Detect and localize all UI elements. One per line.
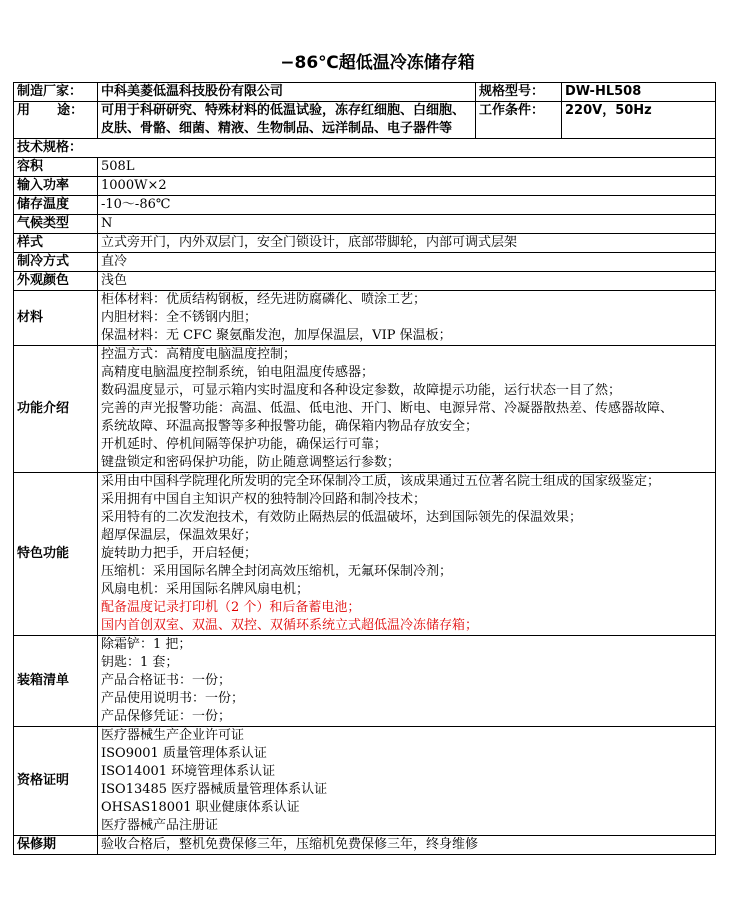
functions-line: 数码温度显示，可显示箱内实时温度和各种设定参数，故障提示功能，运行状态一目了然； [101, 383, 622, 398]
spec-label: 外观颜色 [14, 272, 98, 291]
spec-section-label: 技术规格： [14, 139, 716, 158]
spec-row [14, 272, 716, 291]
packing-line: 产品使用说明书：一份； [101, 691, 245, 706]
materials-value [98, 291, 716, 346]
features-line: 压缩机：采用国际名牌全封闭高效压缩机，无氟环保制冷剂； [101, 564, 453, 579]
purpose-label: 用 途： [14, 102, 98, 139]
spec-value: 直冷 [98, 253, 716, 272]
functions-value [98, 346, 716, 473]
features-line: 旋转助力把手，开启轻便； [101, 546, 258, 561]
spec-value: 1000W×2 [98, 177, 716, 196]
spec-row [14, 196, 716, 215]
warranty-value: 验收合格后，整机免费保修三年，压缩机免费保修三年，终身维修 [98, 836, 716, 855]
spec-label: 样式 [14, 234, 98, 253]
features-value [98, 473, 716, 636]
features-line: 风扇电机：采用国际名牌风扇电机； [101, 582, 310, 597]
spec-label: 气候类型 [14, 215, 98, 234]
spec-row [14, 234, 716, 253]
packing-row [14, 636, 716, 727]
functions-line: 系统故障、环温高报警等多种报警功能，确保箱内物品存放安全； [101, 419, 479, 434]
spec-section-row [14, 139, 716, 158]
certs-row [14, 727, 716, 836]
features-label: 特色功能 [14, 473, 98, 636]
materials-line: 内胆材料：全不锈钢内胆； [101, 310, 258, 325]
purpose-value: 可用于科研研究、特殊材料的低温试验，冻存红细胞、白细胞、皮肤、骨骼、细菌、精液、生物制品、远洋制品、电子器件等 [98, 102, 476, 139]
spec-value: 立式旁开门，内外双层门，安全门锁设计，底部带脚轮，内部可调式层架 [98, 234, 716, 253]
features-row [14, 473, 716, 636]
features-line: 采用特有的二次发泡技术，有效防止隔热层的低温破坏，达到国际领先的保温效果； [101, 510, 583, 525]
manufacturer-value: 中科美菱低温科技股份有限公司 [98, 83, 476, 102]
functions-row [14, 346, 716, 473]
materials-line: 保温材料：无 CFC 聚氨酯发泡，加厚保温层，VIP 保温板； [101, 328, 452, 343]
spec-value: N [98, 215, 716, 234]
model-label: 规格型号： [476, 83, 562, 102]
packing-value [98, 636, 716, 727]
packing-line: 产品保修凭证：一份； [101, 709, 232, 724]
condition-label: 工作条件： [476, 102, 562, 139]
model-value: DW-HL508 [562, 83, 716, 102]
features-highlight-line: 国内首创双室、双温、双控、双循环系统立式超低温冷冻储存箱； [101, 618, 479, 633]
document-title: −86℃超低温冷冻储存箱 [280, 53, 475, 73]
spec-label: 容积 [14, 158, 98, 177]
materials-label: 材料 [14, 291, 98, 346]
packing-line: 产品合格证书：一份； [101, 673, 232, 688]
functions-line: 完善的声光报警功能：高温、低温、低电池、开门、断电、电源异常、冷凝器散热差、传感器故障、 [101, 401, 674, 416]
certs-line: 医疗器械生产企业许可证 [101, 728, 245, 743]
spec-value: 浅色 [98, 272, 716, 291]
packing-line: 钥匙：1 套； [101, 655, 179, 670]
packing-label: 装箱清单 [14, 636, 98, 727]
spec-row [14, 158, 716, 177]
spec-row [14, 215, 716, 234]
features-line: 采用拥有中国自主知识产权的独特制冷回路和制冷技术； [101, 492, 427, 507]
certs-value [98, 727, 716, 836]
spec-label: 制冷方式 [14, 253, 98, 272]
spec-row [14, 253, 716, 272]
spec-value: -10～-86℃ [98, 196, 716, 215]
spec-label: 储存温度 [14, 196, 98, 215]
features-highlight-line: 配备温度记录打印机（2 个）和后备蓄电池； [101, 600, 361, 615]
functions-line: 开机延时、停机间隔等保护功能，确保运行可靠； [101, 437, 388, 452]
features-line: 超厚保温层，保温效果好； [101, 528, 258, 543]
spec-label: 输入功率 [14, 177, 98, 196]
warranty-row [14, 836, 716, 855]
packing-line: 除霜铲：1 把； [101, 637, 192, 652]
spec-table [13, 82, 716, 855]
functions-line: 键盘锁定和密码保护功能，防止随意调整运行参数； [101, 455, 401, 470]
functions-line: 高精度电脑温度控制系统，铂电阻温度传感器； [101, 365, 375, 380]
features-line: 采用由中国科学院理化所发明的完全环保制冷工质，该成果通过五位著名院士组成的国家级鉴定； [101, 474, 661, 489]
purpose-row [14, 102, 716, 139]
condition-value: 220V，50Hz [562, 102, 716, 139]
functions-label: 功能介绍 [14, 346, 98, 473]
spec-value: 508L [98, 158, 716, 177]
certs-line: 医疗器械产品注册证 [101, 818, 219, 833]
certs-line: ISO13485 医疗器械质量管理体系认证 [101, 782, 328, 797]
materials-row [14, 291, 716, 346]
manufacturer-row [14, 83, 716, 102]
certs-label: 资格证明 [14, 727, 98, 836]
manufacturer-label: 制造厂家： [14, 83, 98, 102]
warranty-label: 保修期 [14, 836, 98, 855]
materials-line: 柜体材料：优质结构钢板，经先进防腐磷化、喷涂工艺； [101, 292, 427, 307]
certs-line: OHSAS18001 职业健康体系认证 [101, 800, 300, 815]
spec-row [14, 177, 716, 196]
certs-line: ISO9001 质量管理体系认证 [101, 746, 267, 761]
functions-line: 控温方式：高精度电脑温度控制； [101, 347, 297, 362]
certs-line: ISO14001 环境管理体系认证 [101, 764, 276, 779]
